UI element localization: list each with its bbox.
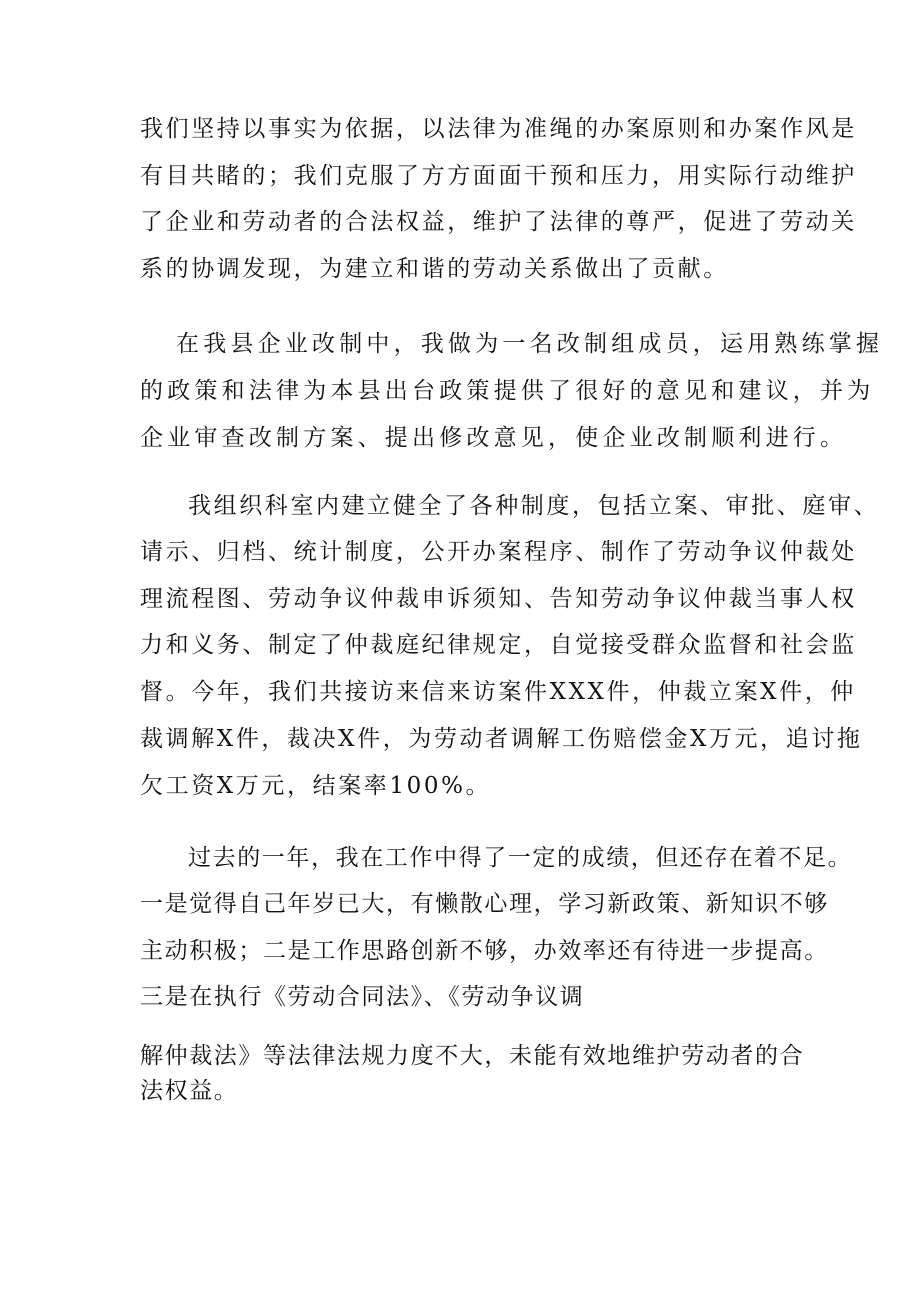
text-line: 裁调解X件，裁决X件，为劳动者调解工伤赔偿金X万元，追讨拖	[140, 726, 863, 752]
text-line: 我组织科室内建立健全了各种制度，包括立案、审批、庭审、	[188, 493, 880, 519]
text-line: 有目共睹的；我们克服了方方面面干预和压力，用实际行动维护	[140, 163, 857, 189]
text-line: 法权益。	[140, 1078, 239, 1104]
text-line: 三是在执行《劳动合同法》、《劳动争议调	[140, 984, 585, 1010]
text-line: 力和义务、制定了仲裁庭纪律规定，自觉接受群众监督和社会监	[140, 632, 857, 658]
text-line: 在我县企业改制中，我做为一名改制组成员，运用熟练掌握	[176, 331, 884, 357]
text-line: 理流程图、劳动争议仲裁申诉须知、告知劳动争议仲裁当事人权	[140, 586, 857, 612]
text-line: 的政策和法律为本县出台政策提供了很好的意见和建议，并为	[140, 378, 875, 404]
text-line: 企业审查改制方案、提出修改意见，使企业改制顺利进行。	[140, 425, 848, 451]
text-line: 解仲裁法》等法律法规力度不大，未能有效地维护劳动者的合	[140, 1043, 805, 1069]
text-line: 我们坚持以事实为依据，以法律为准绳的办案原则和办案作风是	[140, 116, 857, 142]
text-line: 欠工资X万元，结案率100%。	[140, 773, 492, 799]
text-line: 过去的一年，我在工作中得了一定的成绩，但还存在着不足。	[188, 845, 853, 871]
text-line: 主动积极；二是工作思路创新不够，办效率还有待进一步提高。	[140, 938, 829, 964]
text-line: 系的协调发现，为建立和谐的劳动关系做出了贡献。	[140, 256, 729, 282]
text-line: 请示、归档、统计制度，公开办案程序、制作了劳动争议仲裁处	[140, 539, 857, 565]
text-line: 一是觉得自己年岁已大，有懒散心理，学习新政策、新知识不够	[140, 891, 829, 917]
text-line: 督。今年，我们共接访来信来访案件XXX件，仲裁立案X件，仲	[140, 679, 856, 705]
text-line: 了企业和劳动者的合法权益，维护了法律的尊严，促进了劳动关	[140, 209, 857, 235]
